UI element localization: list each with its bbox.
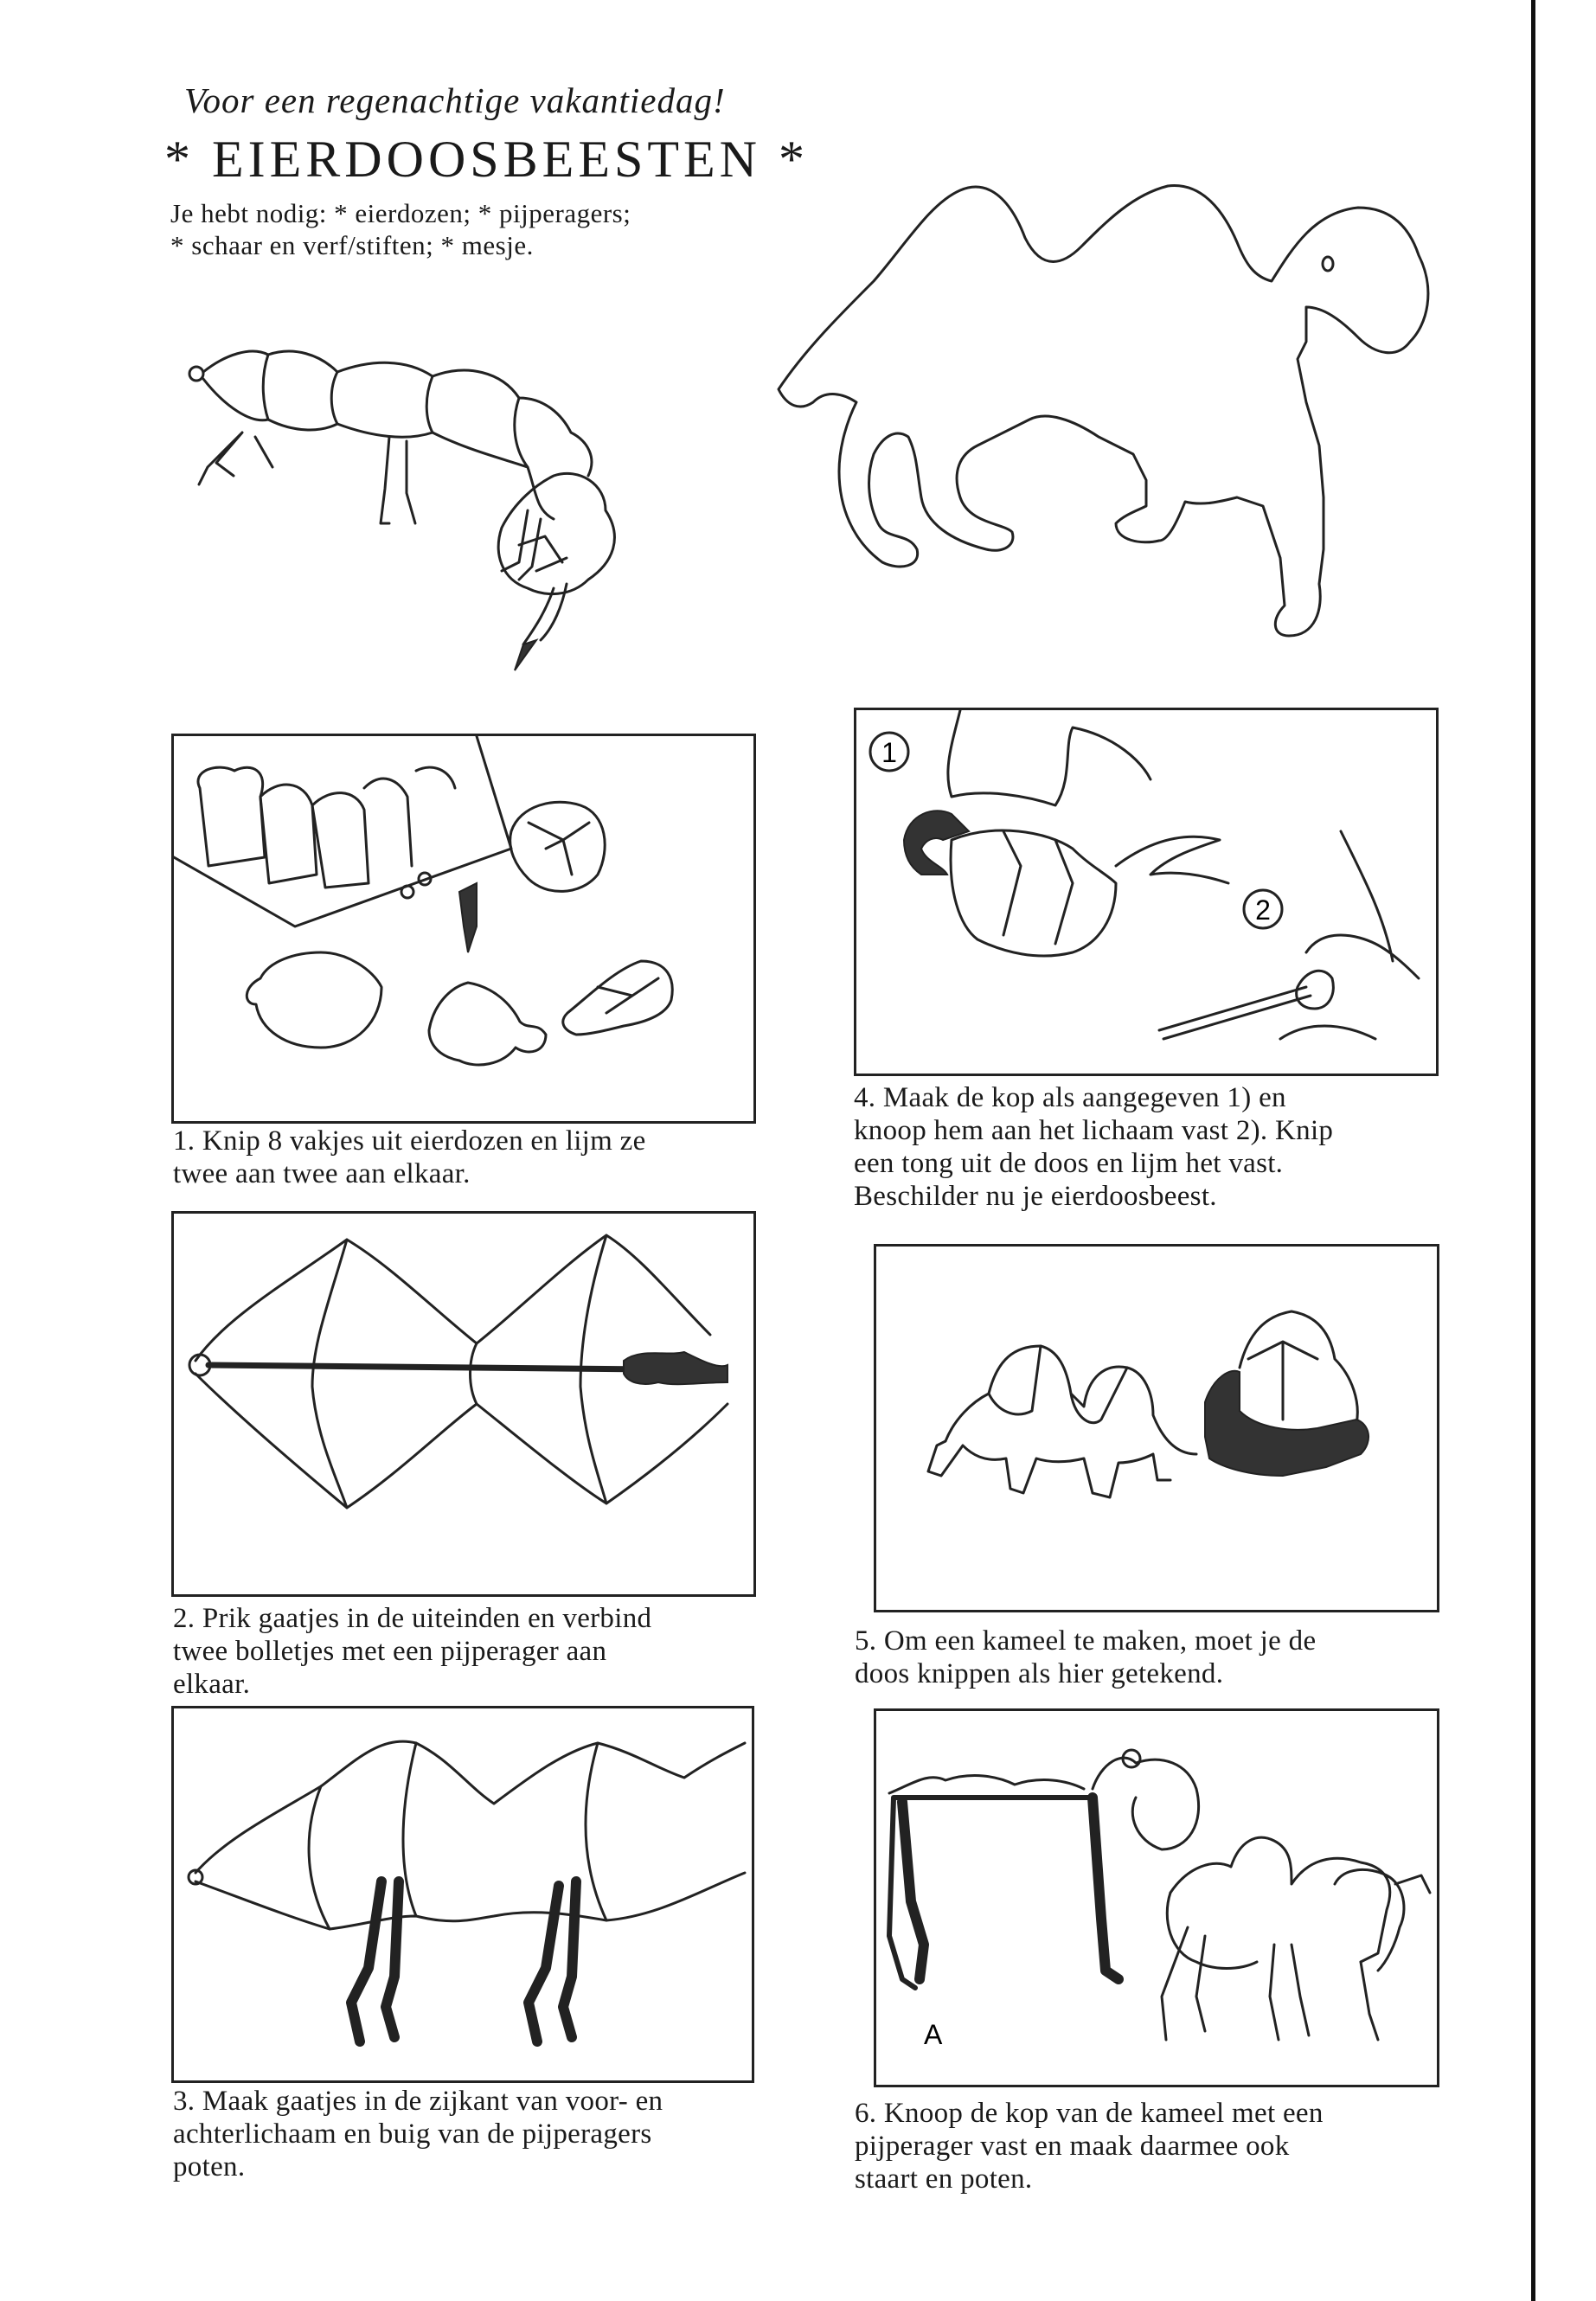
step-2-line-2: twee bolletjes met een pijperager aan bbox=[173, 1636, 607, 1667]
marker-a: A bbox=[924, 2019, 943, 2050]
step-6-line-1: 6. Knoop de kop van de kameel met een bbox=[855, 2098, 1324, 2129]
step-4-line-1: 4. Maak de kop als aangegeven 1) en bbox=[854, 1082, 1286, 1113]
step-6-line-3: staart en poten. bbox=[855, 2163, 1033, 2195]
marker-2: 2 bbox=[1255, 894, 1271, 926]
step-6-line-2: pijperager vast en maak daarmee ook bbox=[855, 2131, 1290, 2162]
step-5-illustration bbox=[874, 1244, 1439, 1612]
marker-1: 1 bbox=[881, 737, 897, 768]
step-3-illustration bbox=[171, 1706, 754, 2083]
step-4-line-3: een tong uit de doos en lijm het vast. bbox=[854, 1148, 1284, 1179]
materials-list bbox=[170, 197, 631, 261]
step-1-caption bbox=[173, 1125, 753, 1190]
step-2-line-1: 2. Prik gaatjes in de uiteinden en verbind bbox=[173, 1603, 652, 1634]
margin-rule bbox=[1531, 0, 1535, 2301]
step-4-line-4: Beschilder nu je eierdoosbeest. bbox=[854, 1181, 1217, 1212]
step-3-drawing bbox=[174, 1708, 752, 2080]
step-1-illustration bbox=[171, 734, 756, 1124]
step-3-caption bbox=[173, 2085, 753, 2183]
step-3-line-3: poten. bbox=[173, 2151, 246, 2182]
step-4-line-2: knoop hem aan het lichaam vast 2). Knip bbox=[854, 1115, 1334, 1146]
camel-outline-illustration bbox=[753, 160, 1436, 688]
step-2-line-3: elkaar. bbox=[173, 1669, 251, 1700]
step-4-illustration bbox=[854, 708, 1439, 1076]
step-4-caption bbox=[854, 1081, 1433, 1213]
snake-illustration bbox=[173, 337, 727, 701]
step-5-line-1: 5. Om een kameel te maken, moet je de bbox=[855, 1625, 1317, 1657]
materials-line-2: * schaar en verf/stiften; * mesje. bbox=[170, 230, 534, 260]
step-5-line-2: doos knippen als hier getekend. bbox=[855, 1658, 1224, 1689]
step-6-illustration bbox=[874, 1708, 1439, 2087]
step-2-illustration bbox=[171, 1211, 756, 1597]
step-2-caption bbox=[173, 1602, 753, 1701]
materials-line-1: Je hebt nodig: * eierdozen; * pijperagers; bbox=[170, 198, 631, 228]
step-1-drawing bbox=[174, 736, 753, 1121]
page-subtitle: Voor een regenachtige vakantiedag! bbox=[184, 80, 726, 120]
step-5-drawing bbox=[876, 1247, 1437, 1610]
step-1-line-1: 1. Knip 8 vakjes uit eierdozen en lijm ze bbox=[173, 1125, 646, 1157]
step-3-line-2: achterlichaam en buig van de pijperagers bbox=[173, 2118, 652, 2150]
step-5-caption bbox=[855, 1625, 1434, 1690]
step-6-caption bbox=[855, 2097, 1434, 2195]
step-6-drawing bbox=[876, 1711, 1437, 2085]
step-1-line-2: twee aan twee aan elkaar. bbox=[173, 1158, 471, 1189]
step-4-drawing bbox=[856, 710, 1436, 1074]
step-3-line-1: 3. Maak gaatjes in de zijkant van voor- en bbox=[173, 2086, 663, 2117]
step-2-drawing bbox=[174, 1214, 753, 1594]
page-title: * EIERDOOSBEESTEN * bbox=[164, 131, 809, 188]
